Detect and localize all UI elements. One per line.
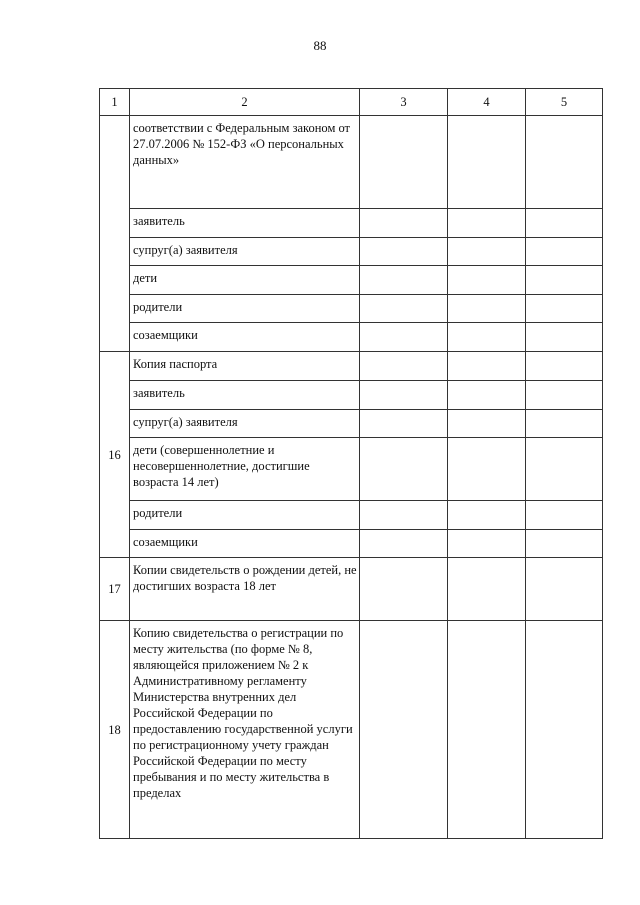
column-header: 1 — [100, 89, 130, 116]
table-row — [100, 238, 603, 266]
row-number: 16 — [100, 352, 130, 558]
row-item: соответствии с Федеральным законом от 27.07.2006 № 152-ФЗ «О персональных данных» — [130, 116, 360, 209]
column-header: 5 — [526, 89, 603, 116]
page-number: 88 — [313, 38, 327, 53]
table-row — [100, 501, 603, 530]
table-row — [100, 410, 603, 438]
table-row — [100, 558, 603, 621]
row-item: заявитель — [130, 209, 360, 238]
column-header: 2 — [130, 89, 360, 116]
row-number: 17 — [100, 558, 130, 621]
row-item: дети (совершеннолетние и несовершеннолетние, достигшие возраста 14 лет) — [130, 438, 360, 501]
row-item: родители — [130, 295, 360, 323]
row-item: заявитель — [130, 381, 360, 410]
table-row — [100, 621, 603, 839]
table-row — [100, 323, 603, 352]
row-item: Копию свидетельства о регистрации по месту жительства (по форме № 8, являющейся приложением № 2 к Административному регламенту Министерства внутренних дел Российской Федерации по предоставлению государственной услуги по регистрационному учету граждан Российской Федерации по месту пребывания и по месту жительства в пределах — [130, 621, 360, 839]
row-number — [100, 116, 130, 352]
row-number: 18 — [100, 621, 130, 839]
row-item: созаемщики — [130, 323, 360, 352]
table-row — [100, 209, 603, 238]
table-row — [100, 295, 603, 323]
table-row — [100, 116, 603, 209]
document-table — [99, 88, 603, 839]
row-item: родители — [130, 501, 360, 530]
row-item: Копии свидетельств о рождении детей, не достигших возраста 18 лет — [130, 558, 360, 621]
row-item: супруг(а) заявителя — [130, 410, 360, 438]
row-item: дети — [130, 266, 360, 295]
table-row — [100, 266, 603, 295]
row-item: созаемщики — [130, 530, 360, 558]
row-item: Копия паспорта — [130, 352, 360, 381]
table-row — [100, 381, 603, 410]
table-row — [100, 530, 603, 558]
table-header-row — [100, 89, 603, 116]
table-row — [100, 352, 603, 381]
column-header: 3 — [360, 89, 448, 116]
table-row — [100, 438, 603, 501]
row-item: супруг(а) заявителя — [130, 238, 360, 266]
column-header: 4 — [448, 89, 526, 116]
